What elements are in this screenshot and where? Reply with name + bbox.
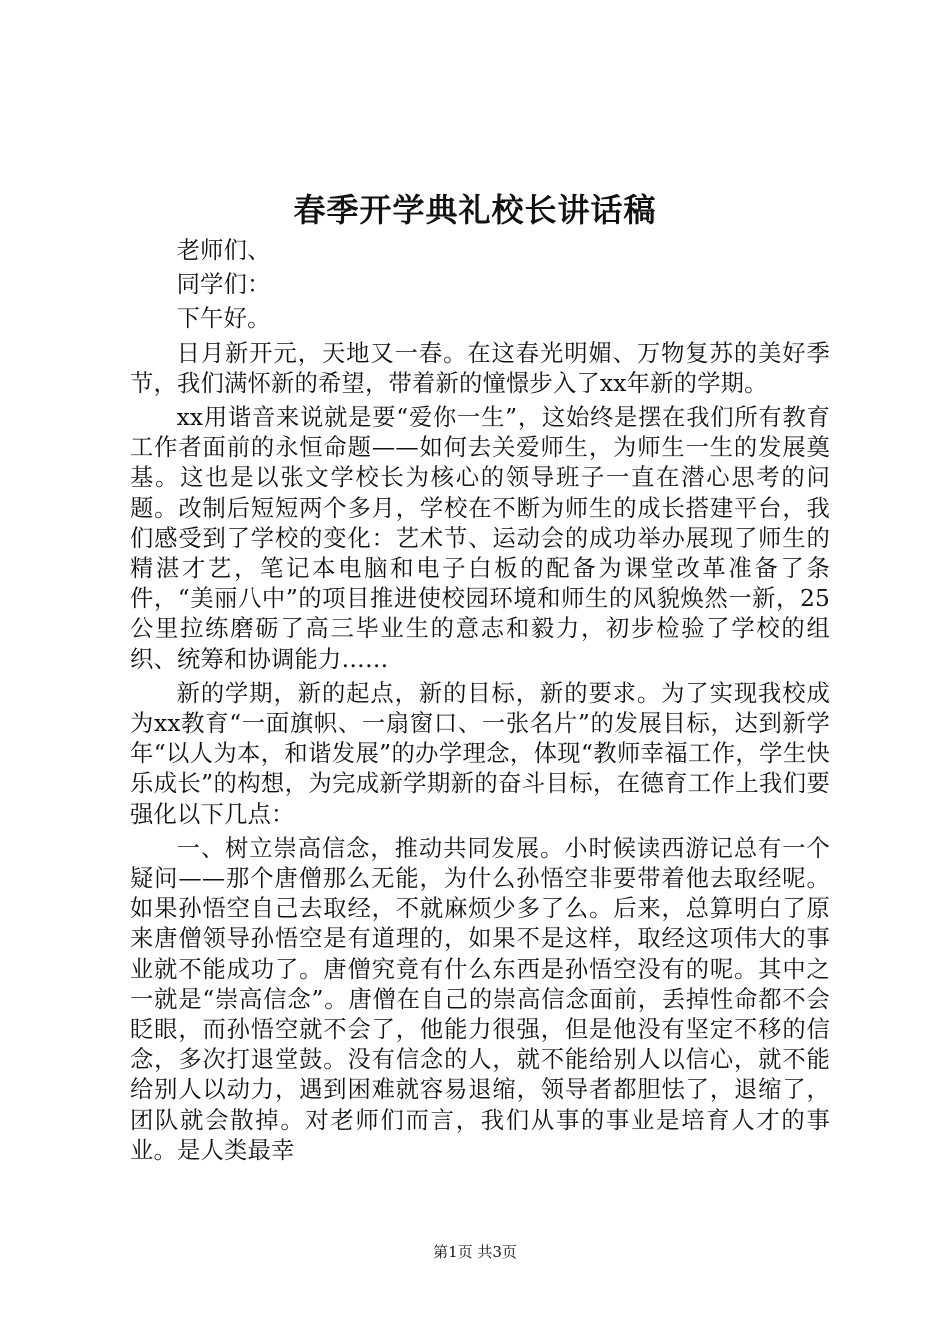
document-title: 春季开学典礼校长讲话稿	[293, 191, 657, 229]
salutation-teachers: 老师们、	[176, 237, 271, 264]
paragraph: 日月新开元，天地又一春。在这春光明媚、万物复苏的美好季节，我们满怀新的希望，带着新的憧憬步入了xx年新的学期。	[130, 339, 830, 397]
paragraph: 新的学期，新的起点，新的目标，新的要求。为了实现我校成为xx教育“一面旗帜、一扇窗口、一张名片”的发展目标，达到新学年“以人为本，和谐发展”的办学理念，体现“教师幸福工作，学生快乐成长”的构想，为完成新学期新的奋斗目标，在德育工作上我们要强化以下几点：	[130, 679, 830, 828]
paragraph: xx用谐音来说就是要“爱你一生”，这始终是摆在我们所有教育工作者面前的永恒命题——如何去关爱师生，为师生一生的发展奠基。这也是以张文学校长为核心的领导班子一直在潜心思考的问题。改制后短短两个多月，学校在不断为师生的成长搭建平台，我们感受到了学校的变化：艺术节、运动会的成功举办展现了师生的精湛才艺，笔记本电脑和电子白板的配备为课堂改革准备了条件，“美丽八中”的项目推进使校园环境和师生的风貌焕然一新，25公里拉练磨砺了高三毕业生的意志和毅力，初步检验了学校的组织、统筹和协调能力……	[130, 404, 830, 673]
salutation-students: 同学们：	[176, 271, 271, 299]
document-body	[130, 236, 830, 1166]
greeting: 下午好。	[176, 305, 271, 333]
paragraph: 一、树立崇高信念，推动共同发展。小时候读西游记总有一个疑问——那个唐僧那么无能，为什么孙悟空非要带着他去取经呢。如果孙悟空自己去取经，不就麻烦少多了么。后来，总算明白了原来唐僧领导孙悟空是有道理的，如果不是这样，取经这项伟大的事业就不能成功了。唐僧究竟有什么东西是孙悟空没有的呢。其中之一就是“崇高信念”。唐僧在自己的崇高信念面前，丢掉性命都不会眨眼，而孙悟空就不会了，他能力很强，但是他没有坚定不移的信念，多次打退堂鼓。没有信念的人，就不能给别人以信心，就不能给别人以动力，遇到困难就容易退缩，领导者都胆怯了，退缩了，团队就会散掉。对老师们而言，我们从事的事业是培育人才的事业。是人类最幸	[130, 834, 830, 1164]
page-number-footer: 第1页 共3页	[433, 1243, 517, 1261]
